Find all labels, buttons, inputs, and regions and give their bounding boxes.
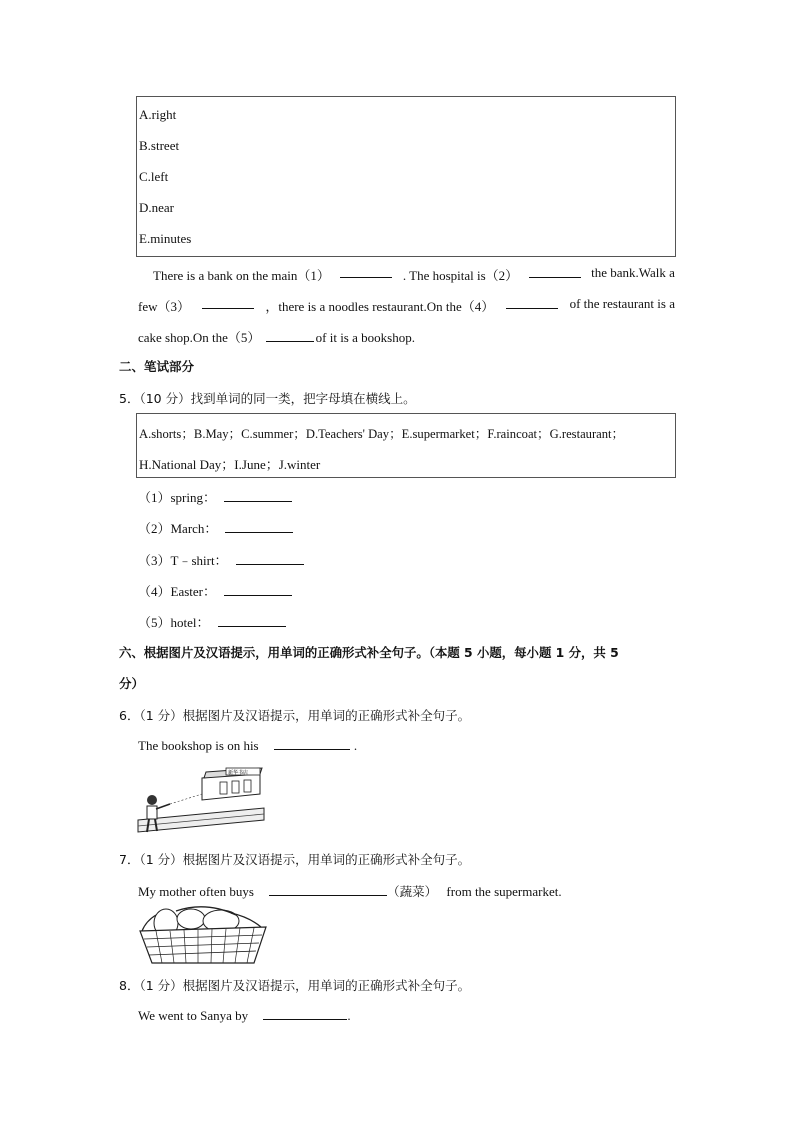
word-bank-item: B.street: [139, 138, 180, 153]
vegetable-basket-picture: [136, 905, 270, 965]
options-line: A.shorts；B.May；C.summer；D.Teachers' Day；E.supermarket；F.raincoat；G.restaurant；: [139, 427, 625, 441]
answer-blank[interactable]: [274, 737, 350, 750]
section-heading-cont: 分）: [119, 676, 145, 691]
question-sentence: [138, 1007, 351, 1024]
boy-pointing-bookshop-picture: [136, 764, 266, 838]
section-heading: 二、笔试部分: [119, 359, 195, 374]
sentence-text: My mother often buys: [138, 884, 254, 899]
classify-item: [138, 487, 296, 506]
answer-blank[interactable]: [266, 329, 314, 342]
answer-blank[interactable]: [269, 883, 387, 896]
question-sentence: [138, 882, 562, 900]
passage-text: few（3）: [138, 299, 190, 314]
answer-blank[interactable]: [506, 296, 558, 309]
passage-text: the bank.Walk a: [591, 265, 675, 280]
sentence-text: .: [347, 1008, 351, 1023]
sentence-text: .: [353, 738, 358, 753]
word-bank-item: C.left: [139, 169, 169, 184]
question-title: 6．（1 分）根据图片及汉语提示，用单词的正确形式补全句子。: [119, 708, 471, 723]
word-bank-box: [136, 96, 676, 257]
word-bank-item: D.near: [139, 200, 175, 215]
chinese-hint: （蔬菜）: [387, 884, 438, 899]
word-bank-item: E.minutes: [139, 231, 192, 246]
bookshop-sign: 新华书店: [228, 770, 249, 776]
question-title: 7．（1 分）根据图片及汉语提示，用单词的正确形式补全句子。: [119, 852, 471, 867]
passage-line-2: [138, 296, 675, 315]
question-sentence: [138, 737, 357, 754]
question-title: 8．（1 分）根据图片及汉语提示，用单词的正确形式补全句子。: [119, 978, 471, 993]
passage-text: ，there is a noodles restaurant.On the（4）: [265, 299, 495, 314]
item-label: （5）hotel：: [138, 615, 210, 630]
answer-blank[interactable]: [529, 265, 581, 278]
sentence-text: from the supermarket.: [446, 884, 562, 899]
passage-line-1: [153, 265, 675, 284]
item-label: （1）spring：: [138, 490, 217, 505]
answer-blank[interactable]: [236, 552, 304, 565]
answer-blank[interactable]: [340, 265, 392, 278]
classify-item: [138, 550, 308, 569]
answer-blank[interactable]: [218, 614, 286, 627]
section-heading: 六、根据图片及汉语提示，用单词的正确形式补全句子。（本题 5 小题，每小题 1 分，共 5: [119, 645, 619, 660]
word-bank-item: A.right: [139, 107, 177, 122]
question-title: 5．（10 分）找到单词的同一类，把字母填在横线上。: [119, 391, 416, 406]
item-label: （2）March：: [138, 521, 218, 536]
sentence-text: The bookshop is on his: [138, 738, 259, 753]
sentence-text: We went to Sanya by: [138, 1008, 249, 1023]
answer-blank[interactable]: [202, 296, 254, 309]
answer-blank[interactable]: [224, 489, 292, 502]
passage-text: of it is a bookshop.: [315, 330, 415, 345]
passage-text: There is a bank on the main（1）: [153, 268, 330, 283]
passage-text: of the restaurant is a: [569, 296, 675, 311]
answer-blank[interactable]: [225, 520, 293, 533]
answer-blank[interactable]: [224, 583, 292, 596]
classify-item: [138, 612, 290, 631]
answer-blank[interactable]: [263, 1007, 347, 1020]
passage-text: cake shop.On the（5）: [138, 330, 261, 345]
item-label: （3）T﹣shirt：: [138, 553, 228, 568]
classify-item: [138, 518, 297, 537]
passage-line-3: [138, 327, 415, 346]
passage-text: . The hospital is（2）: [402, 268, 519, 283]
classify-item: [138, 581, 296, 600]
item-label: （4）Easter：: [138, 584, 216, 599]
options-line: H.National Day；I.June；J.winter: [139, 457, 321, 472]
